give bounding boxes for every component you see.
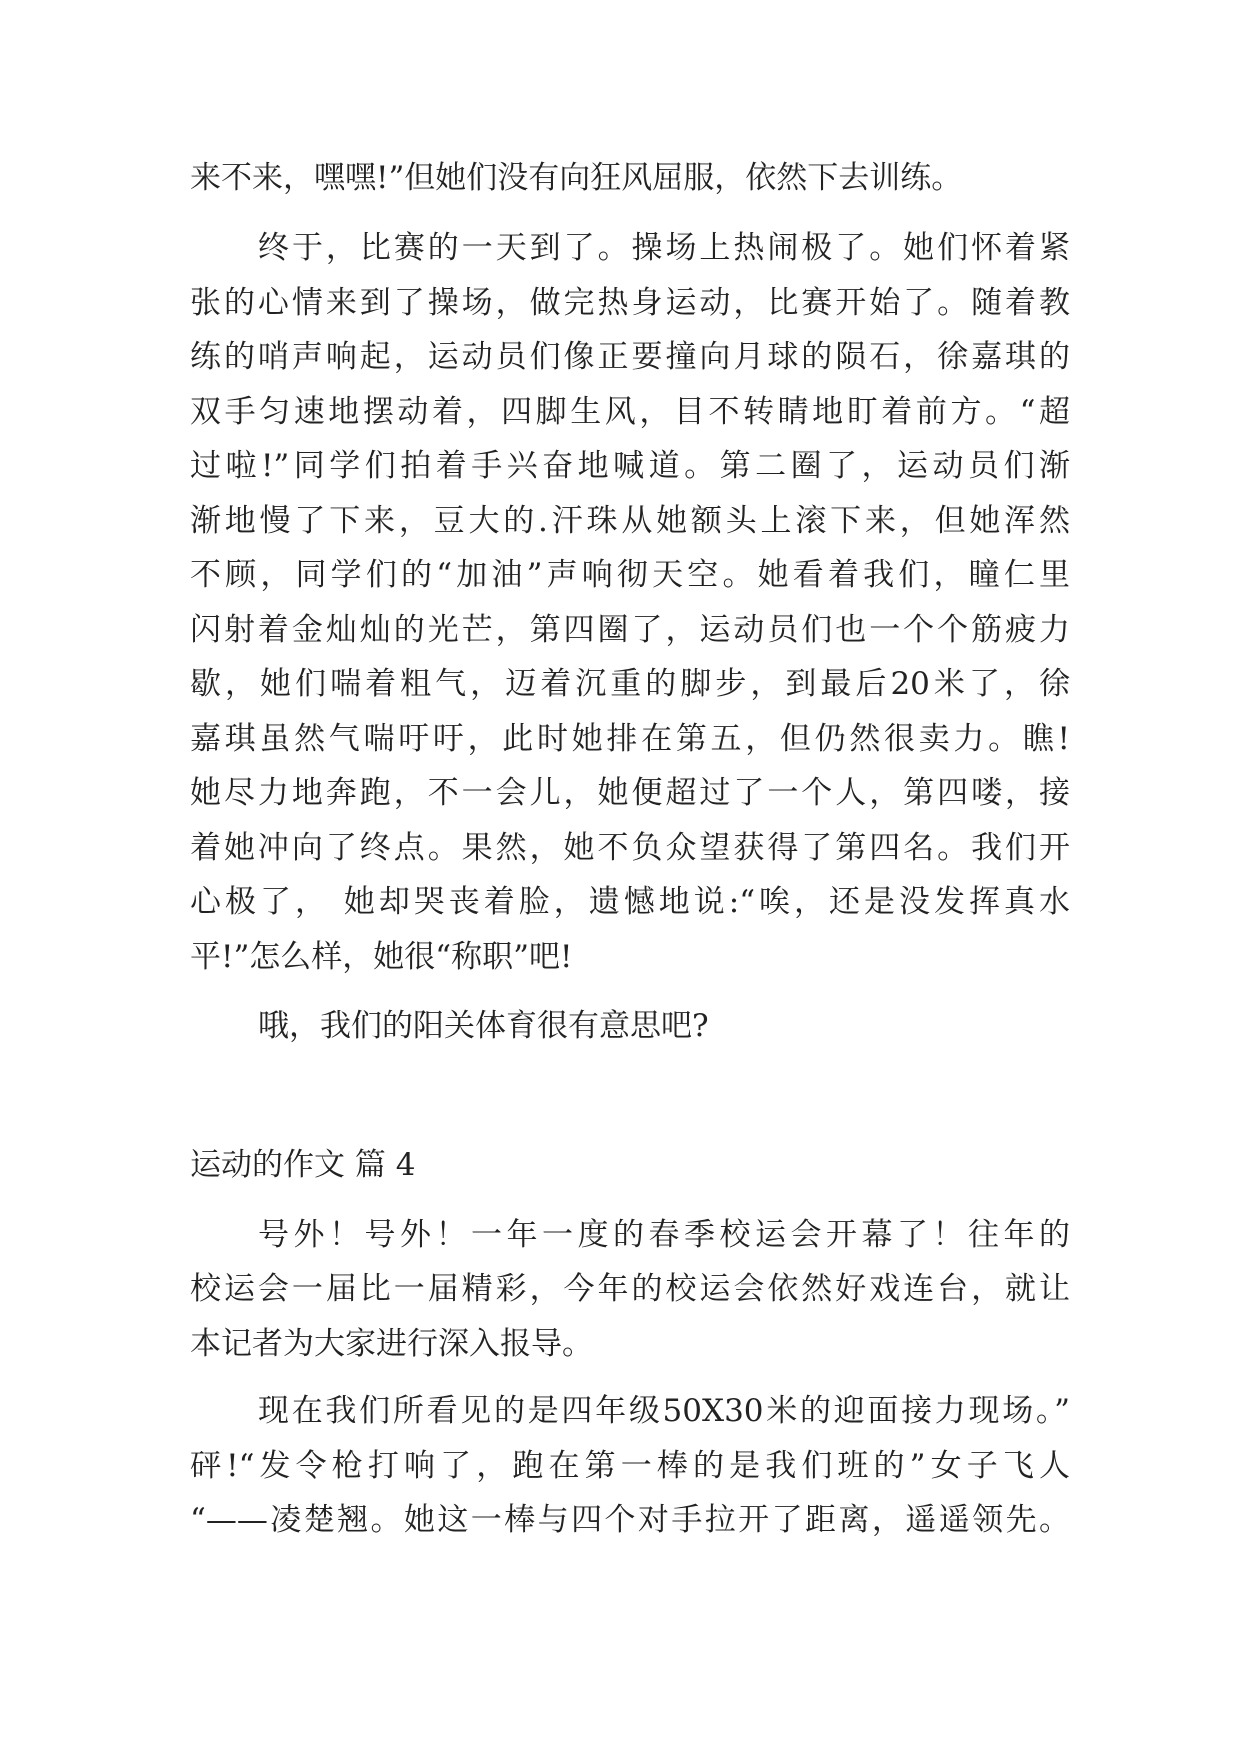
- paragraph-line: 嘉琪虽然气喘吁吁，此时她排在第五，但仍然很卖力。瞧!: [190, 721, 1070, 757]
- paragraph-line: 练的哨声响起，运动员们像正要撞向月球的陨石，徐嘉琪的: [190, 339, 1070, 375]
- paragraph-line: 来不来，嘿嘿!”但她们没有向狂风屈服，依然下去训练。: [190, 160, 963, 196]
- paragraph-line: 不顾，同学们的“加油”声响彻天空。她看着我们，瞳仁里: [190, 557, 1070, 593]
- paragraph-line: 着她冲向了终点。果然，她不负众望获得了第四名。我们开: [190, 830, 1070, 866]
- paragraph-line: 号外！号外！一年一度的春季校运会开幕了！往年的: [258, 1217, 1070, 1253]
- paragraph-line: “——凌楚翘。她这一棒与四个对手拉开了距离，遥遥领先。: [190, 1502, 1070, 1538]
- paragraph-line: 终于，比赛的一天到了。操场上热闹极了。她们怀着紧: [258, 230, 1070, 266]
- paragraph-line: 平!”怎么样，她很“称职”吧!: [190, 939, 573, 975]
- paragraph-line: 双手匀速地摆动着，四脚生风，目不转睛地盯着前方。“超: [190, 394, 1070, 430]
- paragraph-line: 砰!“发令枪打响了，跑在第一棒的是我们班的”女子飞人: [190, 1448, 1070, 1484]
- paragraph-line: 校运会一届比一届精彩，今年的校运会依然好戏连台，就让: [190, 1271, 1070, 1307]
- paragraph-line: 歇，她们喘着粗气，迈着沉重的脚步，到最后20米了，徐: [190, 666, 1070, 702]
- paragraph-line: 张的心情来到了操场，做完热身运动，比赛开始了。随着教: [190, 285, 1070, 321]
- paragraph-line: 过啦!”同学们拍着手兴奋地喊道。第二圈了，运动员们渐: [190, 448, 1070, 484]
- paragraph-line: 渐地慢了下来，豆大的.汗珠从她额头上滚下来，但她浑然: [190, 503, 1070, 539]
- paragraph-line: 本记者为大家进行深入报导。: [190, 1326, 593, 1362]
- paragraph-line: 心极了， 她却哭丧着脸，遗憾地说:“唉，还是没发挥真水: [190, 884, 1070, 920]
- section-heading: 运动的作文 篇 4: [190, 1147, 416, 1183]
- paragraph-line: 哦，我们的阳关体育很有意思吧?: [258, 1008, 709, 1044]
- paragraph-line: 她尽力地奔跑，不一会儿，她便超过了一个人，第四喽，接: [190, 775, 1070, 811]
- paragraph-line: 现在我们所看见的是四年级50X30米的迎面接力现场。”: [258, 1393, 1070, 1429]
- paragraph-line: 闪射着金灿灿的光芒，第四圈了，运动员们也一个个筋疲力: [190, 612, 1070, 648]
